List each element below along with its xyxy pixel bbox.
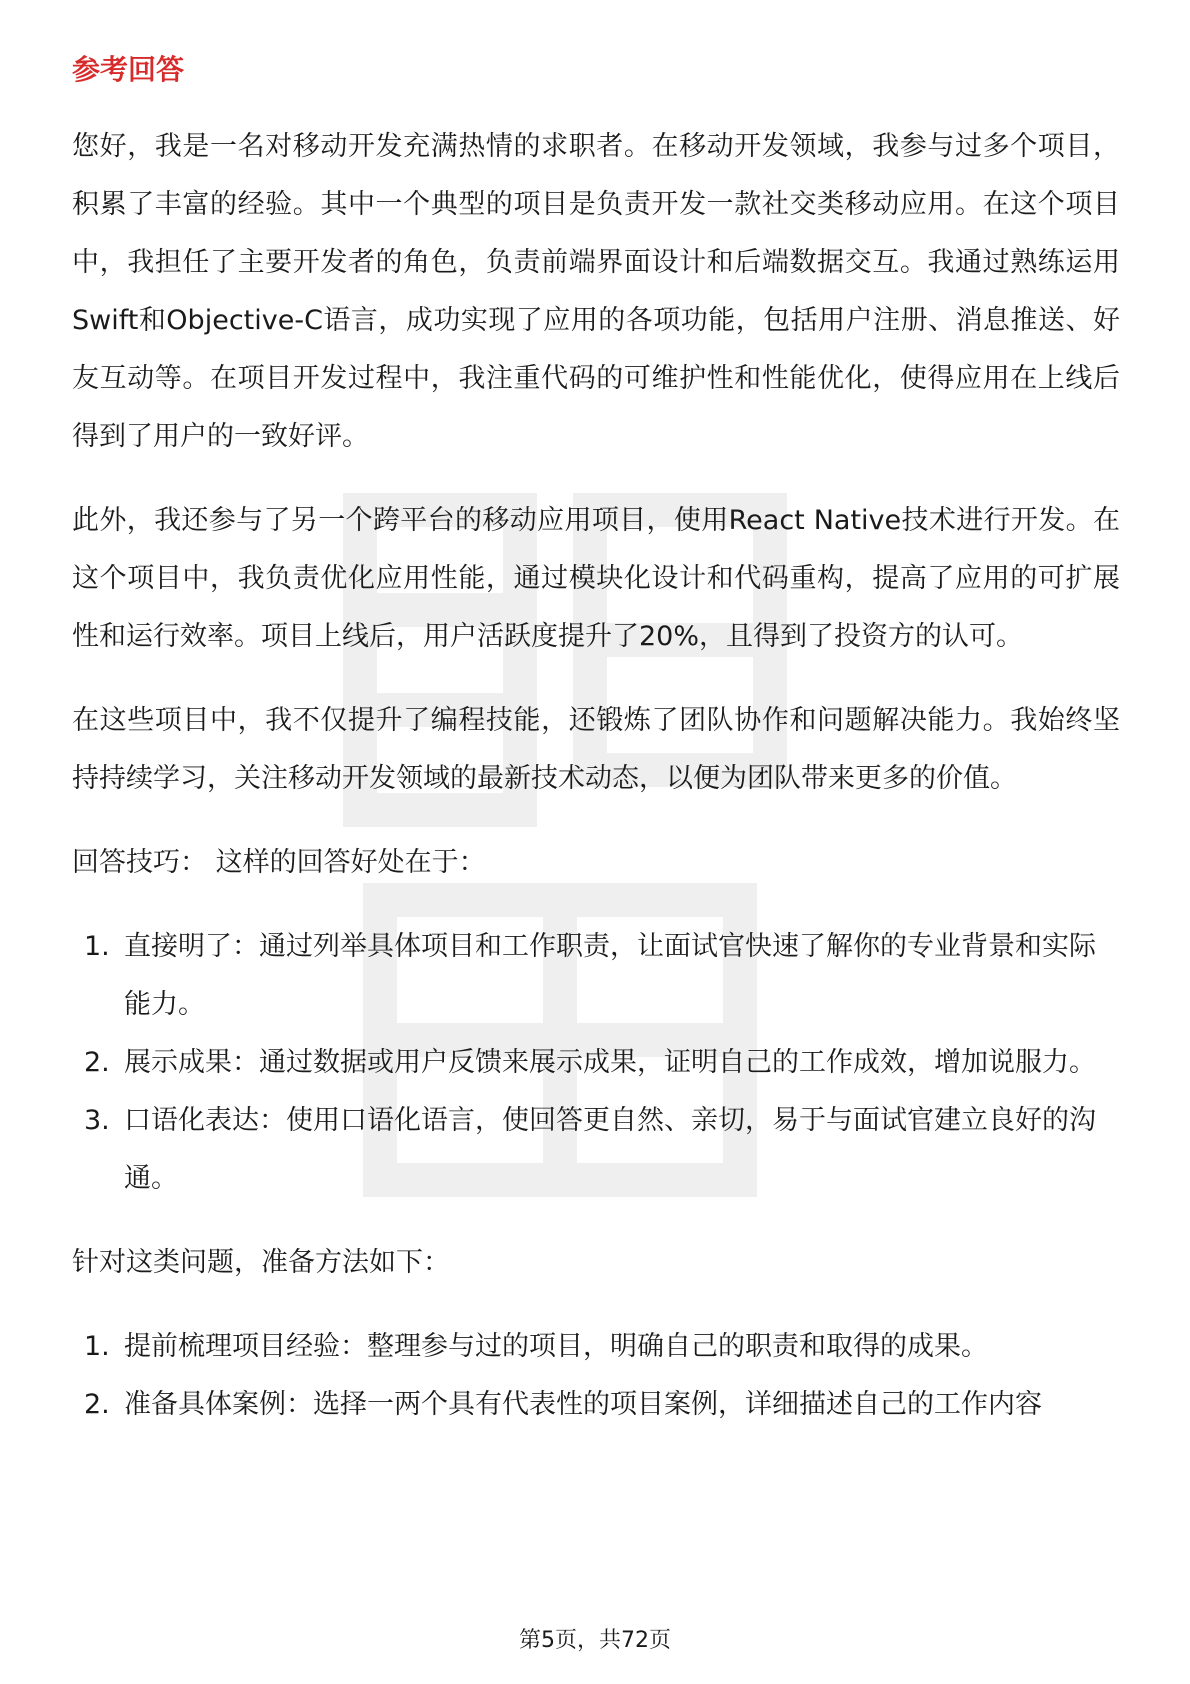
- tips-list: [72, 918, 1120, 1208]
- list-number: 1.: [84, 931, 110, 962]
- answer-paragraph-3: 在这些项目中，我不仅提升了编程技能，还锻炼了团队协作和问题解决能力。我始终坚持持续学习，关注移动开发领域的最新技术动态，以便为团队带来更多的价值。: [72, 705, 1120, 794]
- list-text: 提前梳理项目经验：整理参与过的项目，明确自己的职责和取得的成果。: [124, 1331, 988, 1362]
- page-number: 第5页，共72页: [519, 1628, 671, 1653]
- list-number: 2.: [84, 1047, 110, 1078]
- prep-intro: 针对这类问题，准备方法如下：: [72, 1247, 450, 1278]
- list-text: 准备具体案例：选择一两个具有代表性的项目案例，详细描述自己的工作内容: [124, 1389, 1042, 1420]
- list-item: [72, 1034, 1120, 1092]
- list-item: [72, 918, 1120, 1034]
- list-number: 3.: [84, 1105, 110, 1136]
- prep-list: [72, 1318, 1120, 1434]
- list-text: 展示成果：通过数据或用户反馈来展示成果，证明自己的工作成效，增加说服力。: [124, 1047, 1096, 1078]
- list-text: 口语化表达：使用口语化语言，使回答更自然、亲切，易于与面试官建立良好的沟通。: [124, 1105, 1096, 1194]
- list-number: 2.: [84, 1389, 110, 1420]
- list-item: [72, 1318, 1120, 1376]
- list-item: [72, 1376, 1120, 1434]
- list-item: [72, 1092, 1120, 1208]
- answer-paragraph-2: 此外，我还参与了另一个跨平台的移动应用项目，使用React Native技术进行开发。在这个项目中，我负责优化应用性能，通过模块化设计和代码重构，提高了应用的可扩展性和运行效率。项目上线后，用户活跃度提升了20%，且得到了投资方的认可。: [72, 505, 1120, 652]
- section-heading: 参考回答: [72, 53, 185, 86]
- content-area: [72, 50, 1120, 1460]
- tips-intro: 回答技巧： 这样的回答好处在于：: [72, 847, 486, 878]
- answer-paragraph-1: 您好，我是一名对移动开发充满热情的求职者。在移动开发领域，我参与过多个项目，积累了丰富的经验。其中一个典型的项目是负责开发一款社交类移动应用。在这个项目中，我担任了主要开发者的角色，负责前端界面设计和后端数据交互。我通过熟练运用Swift和Objective-C语言，成功实现了应用的各项功能，包括用户注册、消息推送、好友互动等。在项目开发过程中，我注重代码的可维护性和性能优化，使得应用在上线后得到了用户的一致好评。: [72, 131, 1120, 452]
- list-text: 直接明了：通过列举具体项目和工作职责，让面试官快速了解你的专业背景和实际能力。: [124, 931, 1096, 1020]
- list-number: 1.: [84, 1331, 110, 1362]
